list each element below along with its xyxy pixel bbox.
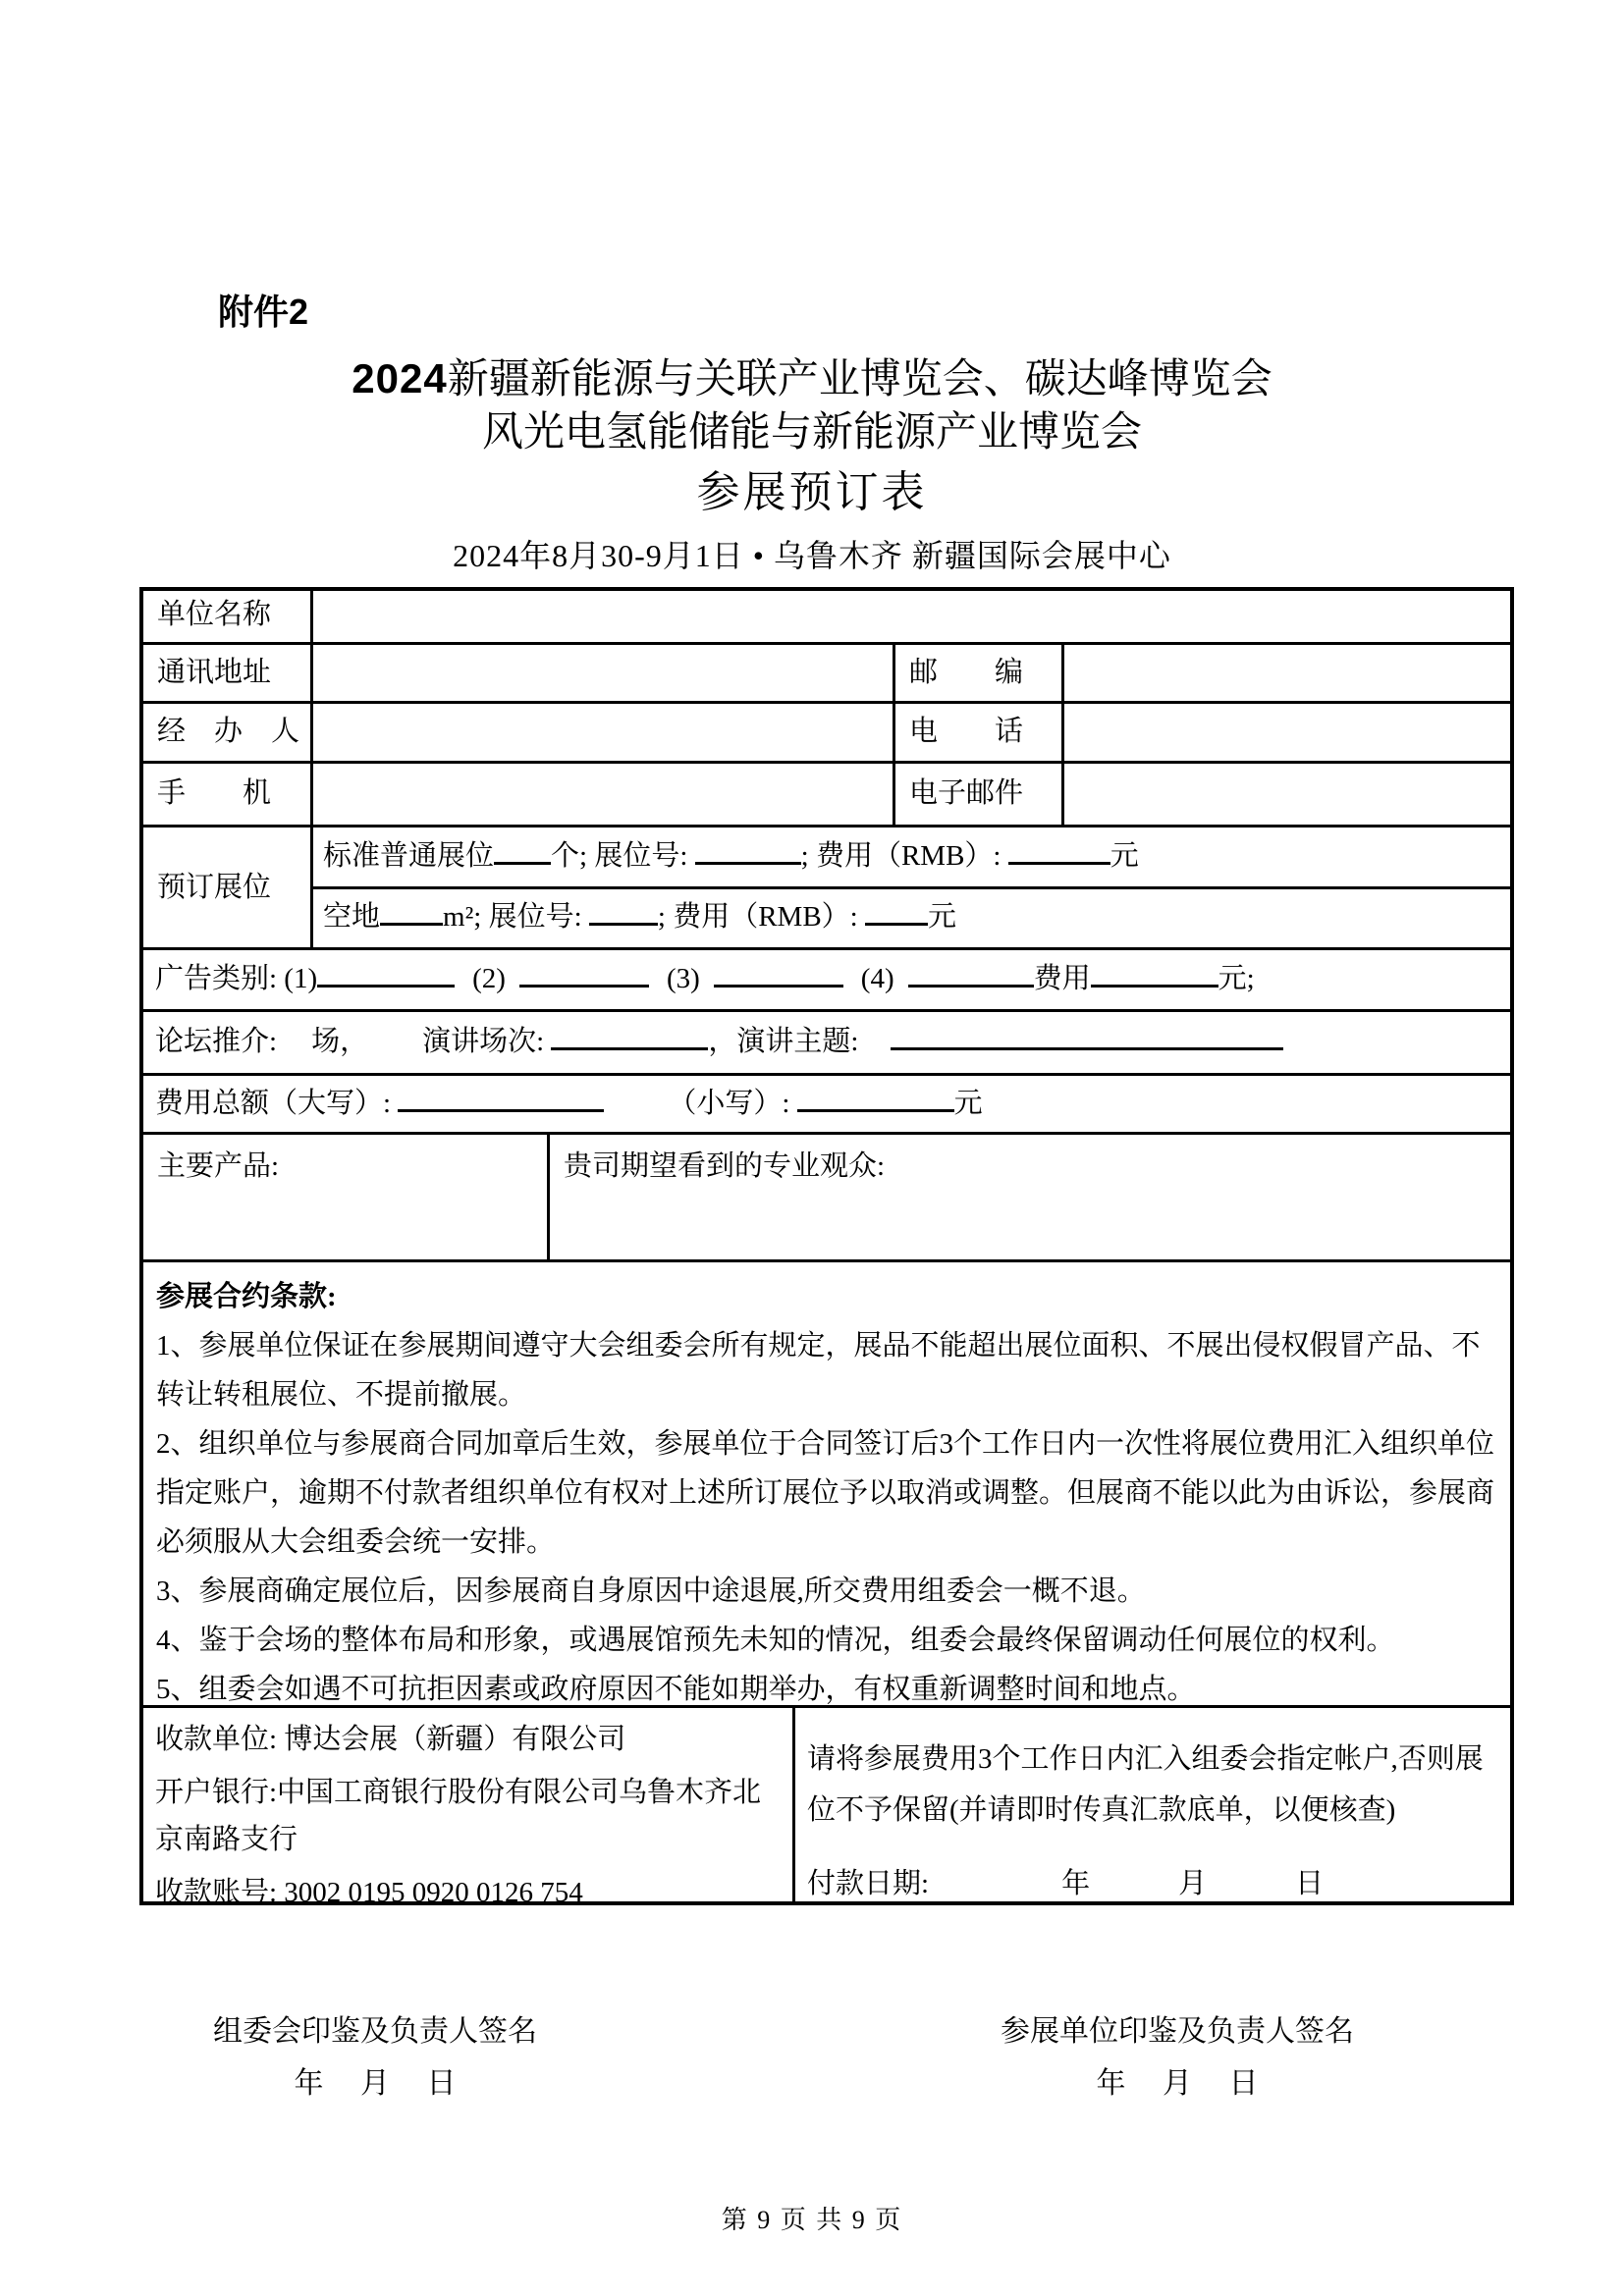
exhibitor-signature-label: 参展单位印鉴及负责人签名 [1001, 2015, 1354, 2048]
forum-sessions-label: 场， [311, 1026, 369, 1057]
booking-form-table [139, 587, 1514, 1908]
forum-topic-blank[interactable] [891, 1018, 1283, 1050]
organizer-signature-block[interactable] [213, 2013, 537, 2102]
payee-name: 收款单位: 博达会展（新疆）有限公司 [155, 1724, 626, 1755]
payment-date-label: 付款日期: [807, 1868, 930, 1899]
ad-blank-3[interactable] [714, 955, 843, 988]
payment-date-line [807, 1861, 1496, 1901]
booth-number-blank[interactable] [695, 832, 801, 865]
ad-blank-4[interactable] [908, 955, 1034, 988]
ad-blank-2[interactable] [519, 955, 649, 988]
booth-booking-label: 预订展位 [157, 872, 272, 903]
booth-std-text2: 个; 展位号: [551, 840, 695, 872]
booth-std-text3: ; 费用（RMB）: [800, 840, 1008, 872]
company-name-label: 单位名称 [157, 599, 272, 630]
ad-unit-label: 元; [1218, 963, 1255, 994]
ad-label: 广告类别: (1) [155, 963, 318, 994]
signature-section [0, 2013, 1624, 2102]
term-item-3: 3、参展商确定展位后，因参展商自身原因中途退展,所交费用组委会一概不退。 [156, 1575, 1146, 1607]
row-forum [143, 1009, 1510, 1073]
email-label: 电子邮件 [893, 764, 1061, 825]
terms-title: 参展合约条款: [156, 1281, 337, 1312]
ad-blank-1[interactable] [317, 955, 455, 988]
row-agent [143, 701, 1510, 761]
payment-note-cell [792, 1708, 1510, 1901]
mobile-field[interactable] [310, 764, 893, 825]
total-figures-blank[interactable] [797, 1080, 954, 1112]
forum-label: 论坛推介: [155, 1026, 278, 1057]
row-total-fee [143, 1073, 1510, 1132]
total-fee-line [143, 1076, 1510, 1132]
page-title-line1 [0, 352, 1624, 406]
row-address [143, 642, 1510, 701]
page-title-line3: 参展预订表 [696, 468, 928, 516]
forum-times-label: 演讲场次: [422, 1026, 552, 1057]
agent-field[interactable] [310, 704, 893, 761]
row-booth-booking [143, 825, 1510, 947]
agent-label: 经 办 人 [157, 716, 300, 747]
payment-year-label: 年 [1061, 1868, 1091, 1899]
payment-day-label: 日 [1295, 1868, 1325, 1899]
forum-topic-label: ，演讲主题: [708, 1026, 866, 1057]
ad-fee-blank[interactable] [1091, 955, 1218, 988]
booth-std-text4: 元 [1110, 840, 1139, 872]
term-item-2: 2、组织单位与参展商合同加章后生效，参展单位于合同签订后3个工作日内一次性将展位费用汇入组织单位指定账户，逾期不付款者组织单位有权对上述所订展位予以取消或调整。但展商不能以此为由诉讼，参展商必须服从大会组委会统一安排。 [156, 1428, 1495, 1558]
row-advertising [143, 947, 1510, 1009]
organizer-signature-label: 组委会印鉴及负责人签名 [213, 2015, 537, 2048]
organizer-signature-date: 年 月 日 [294, 2067, 457, 2100]
forum-times-blank[interactable] [551, 1018, 708, 1050]
row-products [143, 1132, 1510, 1259]
row-company [143, 591, 1510, 642]
row-mobile [143, 761, 1510, 825]
phone-label: 电 话 [893, 704, 1061, 761]
payment-month-label: 月 [1178, 1868, 1208, 1899]
event-date-venue: 2024年8月30-9月1日 • 乌鲁木齐 新疆国际会展中心 [453, 538, 1171, 573]
address-field[interactable] [310, 645, 893, 701]
booth-space-text1: 空地 [323, 901, 381, 933]
main-products-cell[interactable] [143, 1135, 547, 1259]
main-products-label: 主要产品: [157, 1150, 280, 1182]
booth-standard-line [313, 828, 1510, 886]
forum-line [143, 1012, 1510, 1073]
booth-space-text2: m²; 展位号: [443, 901, 589, 933]
expected-audience-cell[interactable] [547, 1135, 1510, 1259]
phone-field[interactable] [1061, 704, 1510, 761]
term-item-1: 1、参展单位保证在参展期间遵守大会组委会所有规定，展品不能超出展位面积、不展出侵权假冒产品、不转让转租展位、不提前撤展。 [156, 1330, 1481, 1411]
page-title-line2: 风光电氢能储能与新能源产业博览会 [481, 410, 1142, 455]
total-unit-label: 元 [953, 1088, 983, 1119]
ad-fee-label: 费用 [1033, 963, 1091, 994]
booth-space-text3: ; 费用（RMB）: [657, 901, 865, 933]
space-fee-blank[interactable] [865, 893, 928, 926]
page-number-footer: 第 9 页 共 9 页 [721, 2206, 903, 2234]
term-item-4: 4、鉴于会场的整体布局和形象，或遇展馆预先未知的情况，组委会最终保留调动任何展位的权利。 [156, 1625, 1395, 1656]
payee-bank: 开户银行:中国工商银行股份有限公司乌鲁木齐北京南路支行 [155, 1777, 762, 1855]
attachment-label: 附件2 [218, 292, 309, 332]
email-field[interactable] [1061, 764, 1510, 825]
mobile-label: 手 机 [157, 777, 272, 809]
booth-space-text4: 元 [927, 901, 956, 933]
title-line1-text: 新疆新能源与关联产业博览会、碳达峰博览会 [447, 357, 1272, 402]
advertising-line [143, 950, 1510, 1009]
contract-terms [143, 1259, 1510, 1705]
ad-label-2: (2) [472, 963, 506, 994]
booth-rawspace-line [313, 886, 1510, 944]
zip-label: 邮 编 [893, 645, 1061, 701]
company-name-field[interactable] [310, 591, 1510, 642]
exhibitor-signature-date: 年 月 日 [1096, 2067, 1259, 2100]
payment-note: 请将参展费用3个工作日内汇入组委会指定帐户,否则展位不予保留(并请即时传真汇款底单，以便核查) [807, 1743, 1484, 1826]
zip-field[interactable] [1061, 645, 1510, 701]
booth-fee-blank[interactable] [1008, 832, 1110, 865]
row-payment [143, 1705, 1510, 1908]
booth-std-text1: 标准普通展位 [323, 840, 495, 872]
exhibitor-signature-block[interactable] [1001, 2013, 1354, 2102]
booth-count-blank[interactable] [494, 832, 551, 865]
total-figures-label: （小写）: [668, 1088, 797, 1119]
payee-account: 收款账号: 3002 0195 0920 0126 754 [155, 1877, 583, 1908]
payee-info-cell [143, 1708, 792, 1908]
space-area-blank[interactable] [380, 893, 443, 926]
title-year: 2024 [352, 355, 448, 401]
total-words-label: 费用总额（大写）: [155, 1088, 399, 1119]
address-label: 通讯地址 [157, 657, 272, 688]
expected-audience-label: 贵司期望看到的专业观众: [564, 1150, 886, 1182]
ad-label-4: (4) [860, 963, 894, 994]
booth-booking-details [310, 828, 1510, 947]
ad-label-3: (3) [666, 963, 700, 994]
term-item-5: 5、组委会如遇不可抗拒因素或政府原因不能如期举办，有权重新调整时间和地点。 [156, 1674, 1196, 1705]
total-words-blank[interactable] [398, 1080, 604, 1112]
space-number-blank[interactable] [589, 893, 658, 926]
